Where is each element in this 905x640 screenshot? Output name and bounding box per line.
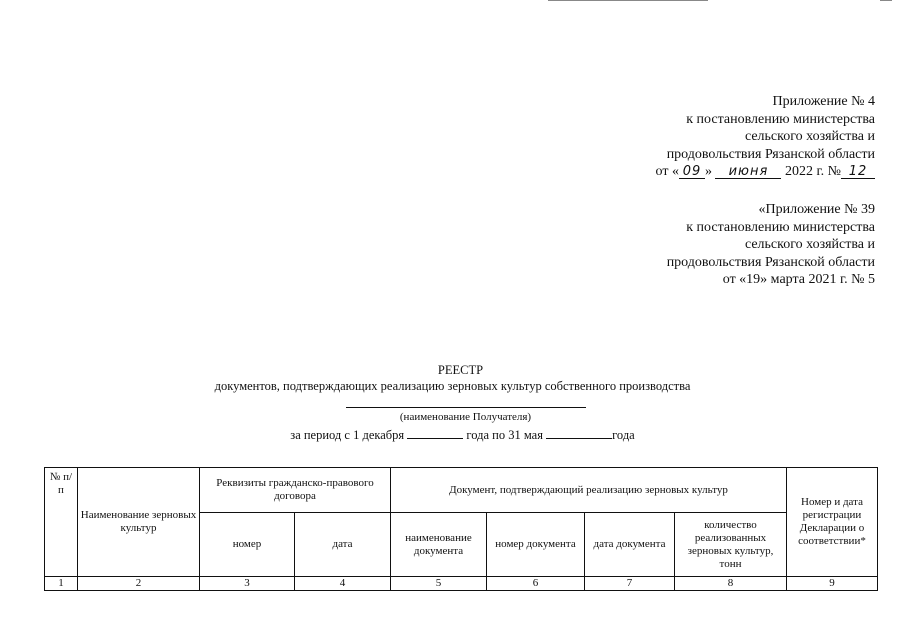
appendix-header — [656, 93, 875, 181]
register-table — [44, 467, 878, 591]
original-appendix-header — [667, 201, 875, 289]
column-index-cell: 9 — [787, 577, 878, 591]
appendix-line: сельского хозяйства и — [744, 129, 875, 144]
col-group-document: Документ, подтверждающий реализацию зерновых культур — [391, 468, 787, 513]
col-group-contract: Реквизиты гражданско-правового договора — [200, 468, 391, 513]
register-subtitle: документов, подтверждающих реализацию зерновых культур собственного производства — [214, 379, 691, 393]
column-index-cell: 5 — [391, 577, 487, 591]
period-year-start-blank — [407, 428, 463, 439]
col-header-no: № п/п — [45, 468, 78, 577]
register-heading: РЕЕСТР — [437, 363, 484, 377]
column-index-row — [45, 577, 878, 591]
date-month: июня — [715, 165, 781, 179]
appendix-line: продовольствия Рязанской области — [666, 146, 875, 162]
col-header-crop-name: Наименование зерновых культур — [78, 468, 200, 577]
col-header-doc-number: номер документа — [487, 513, 585, 577]
period-line: за период с 1 декабря года по 31 мая года — [290, 428, 635, 442]
column-index-cell: 1 — [45, 577, 78, 591]
appendix-title: Приложение № 4 — [772, 94, 875, 109]
column-index-cell: 7 — [585, 577, 675, 591]
original-appendix-date: от «19» марта 2021 г. № 5 — [722, 272, 875, 287]
column-index-cell: 4 — [295, 577, 391, 591]
column-index-cell: 2 — [78, 577, 200, 591]
original-appendix-line: продовольствия Рязанской области — [666, 254, 875, 270]
date-number: 12 — [841, 165, 875, 179]
col-header-contract-date: дата — [295, 513, 391, 577]
col-header-contract-number: номер — [200, 513, 295, 577]
column-index-cell: 8 — [675, 577, 787, 591]
appendix-date-line: от « 09 » июня 2022 г. № 12 — [656, 163, 875, 181]
column-index-cell: 6 — [487, 577, 585, 591]
original-appendix-line: к постановлению министерства — [686, 219, 875, 235]
original-appendix-title: «Приложение № 39 — [758, 202, 875, 217]
col-header-registration: Номер и дата регистрации Декларации о соответствии* — [787, 468, 878, 577]
column-index-cell: 3 — [200, 577, 295, 591]
date-day: 09 — [679, 165, 705, 179]
recipient-caption: (наименование Получателя) — [399, 411, 532, 423]
period-year-end-blank — [546, 428, 612, 439]
col-header-doc-date: дата документа — [585, 513, 675, 577]
scan-artifact-line — [548, 0, 708, 1]
col-header-quantity: количество реализованных зерновых культур, тонн — [675, 513, 787, 577]
recipient-name-line — [346, 407, 586, 408]
col-header-doc-name: наименование документа — [391, 513, 487, 577]
appendix-line: к постановлению министерства — [686, 111, 875, 127]
original-appendix-line: сельского хозяйства и — [744, 237, 875, 252]
scan-artifact-line — [880, 0, 892, 1]
